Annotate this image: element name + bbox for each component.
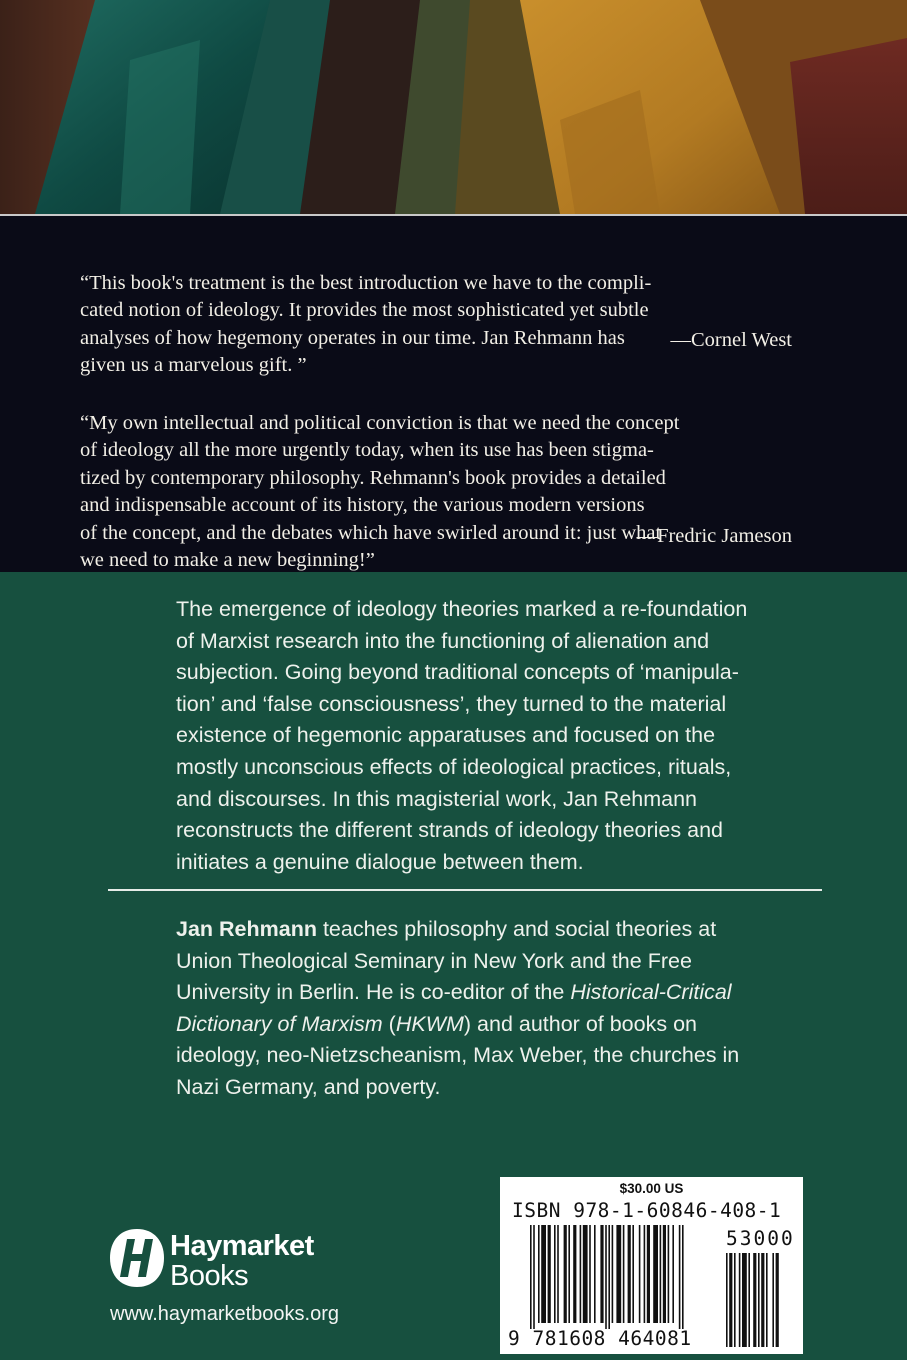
barcode-bar bbox=[632, 1225, 634, 1323]
publisher-logo bbox=[108, 1227, 348, 1297]
barcode-bar bbox=[647, 1225, 650, 1323]
price: $30.00 US bbox=[619, 1181, 684, 1196]
barcode-addon-bar bbox=[776, 1253, 779, 1347]
barcode-bar bbox=[644, 1225, 646, 1323]
barcode-bar bbox=[589, 1225, 591, 1323]
barcode-bar bbox=[580, 1225, 582, 1323]
quote-band bbox=[0, 214, 907, 572]
barcode-bar bbox=[573, 1225, 576, 1323]
isbn: ISBN 978-1-60846-408-1 bbox=[512, 1199, 782, 1222]
barcode-addon-bar bbox=[758, 1253, 760, 1347]
author-bio: Jan Rehmann teaches philosophy and social theories at Union Theological Seminary in New York and the Free University in Berlin. He is co-editor of the Historical-Critical Dictionary of Marxism (HKWM) and author of books on ideology, neo-Nietzscheanism, Max Weber, the churches in Nazi Germany, and poverty. bbox=[176, 917, 740, 1099]
barcode-bar bbox=[554, 1225, 556, 1323]
barcode-bar bbox=[672, 1225, 674, 1323]
barcode-bar bbox=[639, 1225, 641, 1323]
barcode-bar bbox=[557, 1225, 559, 1323]
quote-text: “This book's treatment is the best introduction we have to the compli- cated notion of ideology. It provides the most sophisticated yet subtle analyses of how hegemony operates in our time. Jan Rehmann has given us a marvelous gift. ” bbox=[80, 271, 652, 376]
barcode-bar bbox=[605, 1225, 607, 1329]
barcode-bar bbox=[608, 1225, 610, 1329]
barcode-addon-bar bbox=[742, 1253, 747, 1347]
barcode-addon-bar bbox=[753, 1253, 756, 1347]
barcode-bar bbox=[623, 1225, 625, 1323]
barcode-addon-digits: 53000 bbox=[726, 1227, 795, 1250]
barcode-bar bbox=[679, 1225, 681, 1329]
barcode-bar bbox=[564, 1225, 567, 1323]
barcode-bar bbox=[530, 1225, 532, 1329]
barcode-bar bbox=[668, 1225, 670, 1323]
publisher-website: www.haymarketbooks.org bbox=[110, 1303, 339, 1325]
publisher-wordmark: Haymarket Books bbox=[170, 1230, 314, 1292]
barcode-addon-bar bbox=[729, 1253, 732, 1347]
barcode-label bbox=[500, 1177, 803, 1354]
quote-cornel-west bbox=[80, 242, 792, 376]
barcode-bar bbox=[612, 1225, 614, 1323]
divider bbox=[108, 889, 822, 891]
quote-fredric-jameson bbox=[80, 382, 792, 571]
quote-attribution: —Cornel West bbox=[670, 328, 792, 351]
haymarket-h-logo-icon bbox=[108, 1227, 166, 1289]
barcode-bar bbox=[660, 1225, 662, 1323]
barcode-bar bbox=[538, 1225, 540, 1323]
barcode-bar bbox=[653, 1225, 658, 1323]
barcode-addon-bar bbox=[766, 1253, 768, 1347]
barcode-bar bbox=[533, 1225, 535, 1329]
ean-digits: 9 781608 464081 bbox=[508, 1327, 692, 1350]
book-description: The emergence of ideology theories marked a re-foundation of Marxist research into the functioning of alienation and subjection. Going beyond traditional concepts of ‘manipula- tion’ and ‘false consciousness’, they turned to the material existence of hegemonic apparatuses and focused on the mostly unconscious effects of ideological practices, rituals, and discourses. In this magisterial work, Jan Rehmann reconstructs the different strands of ideology theories and initiates a genuine dialogue between them. bbox=[176, 597, 748, 874]
barcode-bar bbox=[541, 1225, 546, 1323]
description-panel bbox=[0, 572, 907, 1360]
barcode-bar bbox=[548, 1225, 551, 1323]
barcode-addon-bar bbox=[748, 1253, 750, 1347]
barcode-addon-bar bbox=[761, 1253, 764, 1347]
quote-text: “My own intellectual and political conviction is that we need the concept of ideology all the more urgently today, when its use has been stigma- tized by contemporary philosophy. Rehmann's book provides a detailed and indispensable account of its history, the various modern versions of the concept, and the debates which have swirled around it: just what we need to make a new beginning!” bbox=[80, 411, 680, 571]
barcode-addon-bar bbox=[734, 1253, 736, 1347]
barcode-bar bbox=[628, 1225, 631, 1323]
cover-painting bbox=[0, 0, 907, 214]
barcode-bar bbox=[568, 1225, 570, 1323]
barcode-bar bbox=[594, 1225, 596, 1323]
barcode-addon-bar bbox=[772, 1253, 774, 1347]
barcode-bar bbox=[663, 1225, 666, 1323]
barcode-bar bbox=[600, 1225, 603, 1323]
quote-attribution: —Fredric Jameson bbox=[636, 524, 792, 547]
barcode-bar bbox=[616, 1225, 621, 1323]
barcode-addon-bar bbox=[726, 1253, 728, 1347]
author-name: Jan Rehmann bbox=[176, 917, 317, 941]
barcode-addon-bar bbox=[739, 1253, 741, 1347]
barcode-bar bbox=[682, 1225, 684, 1329]
barcode-bar bbox=[583, 1225, 588, 1323]
